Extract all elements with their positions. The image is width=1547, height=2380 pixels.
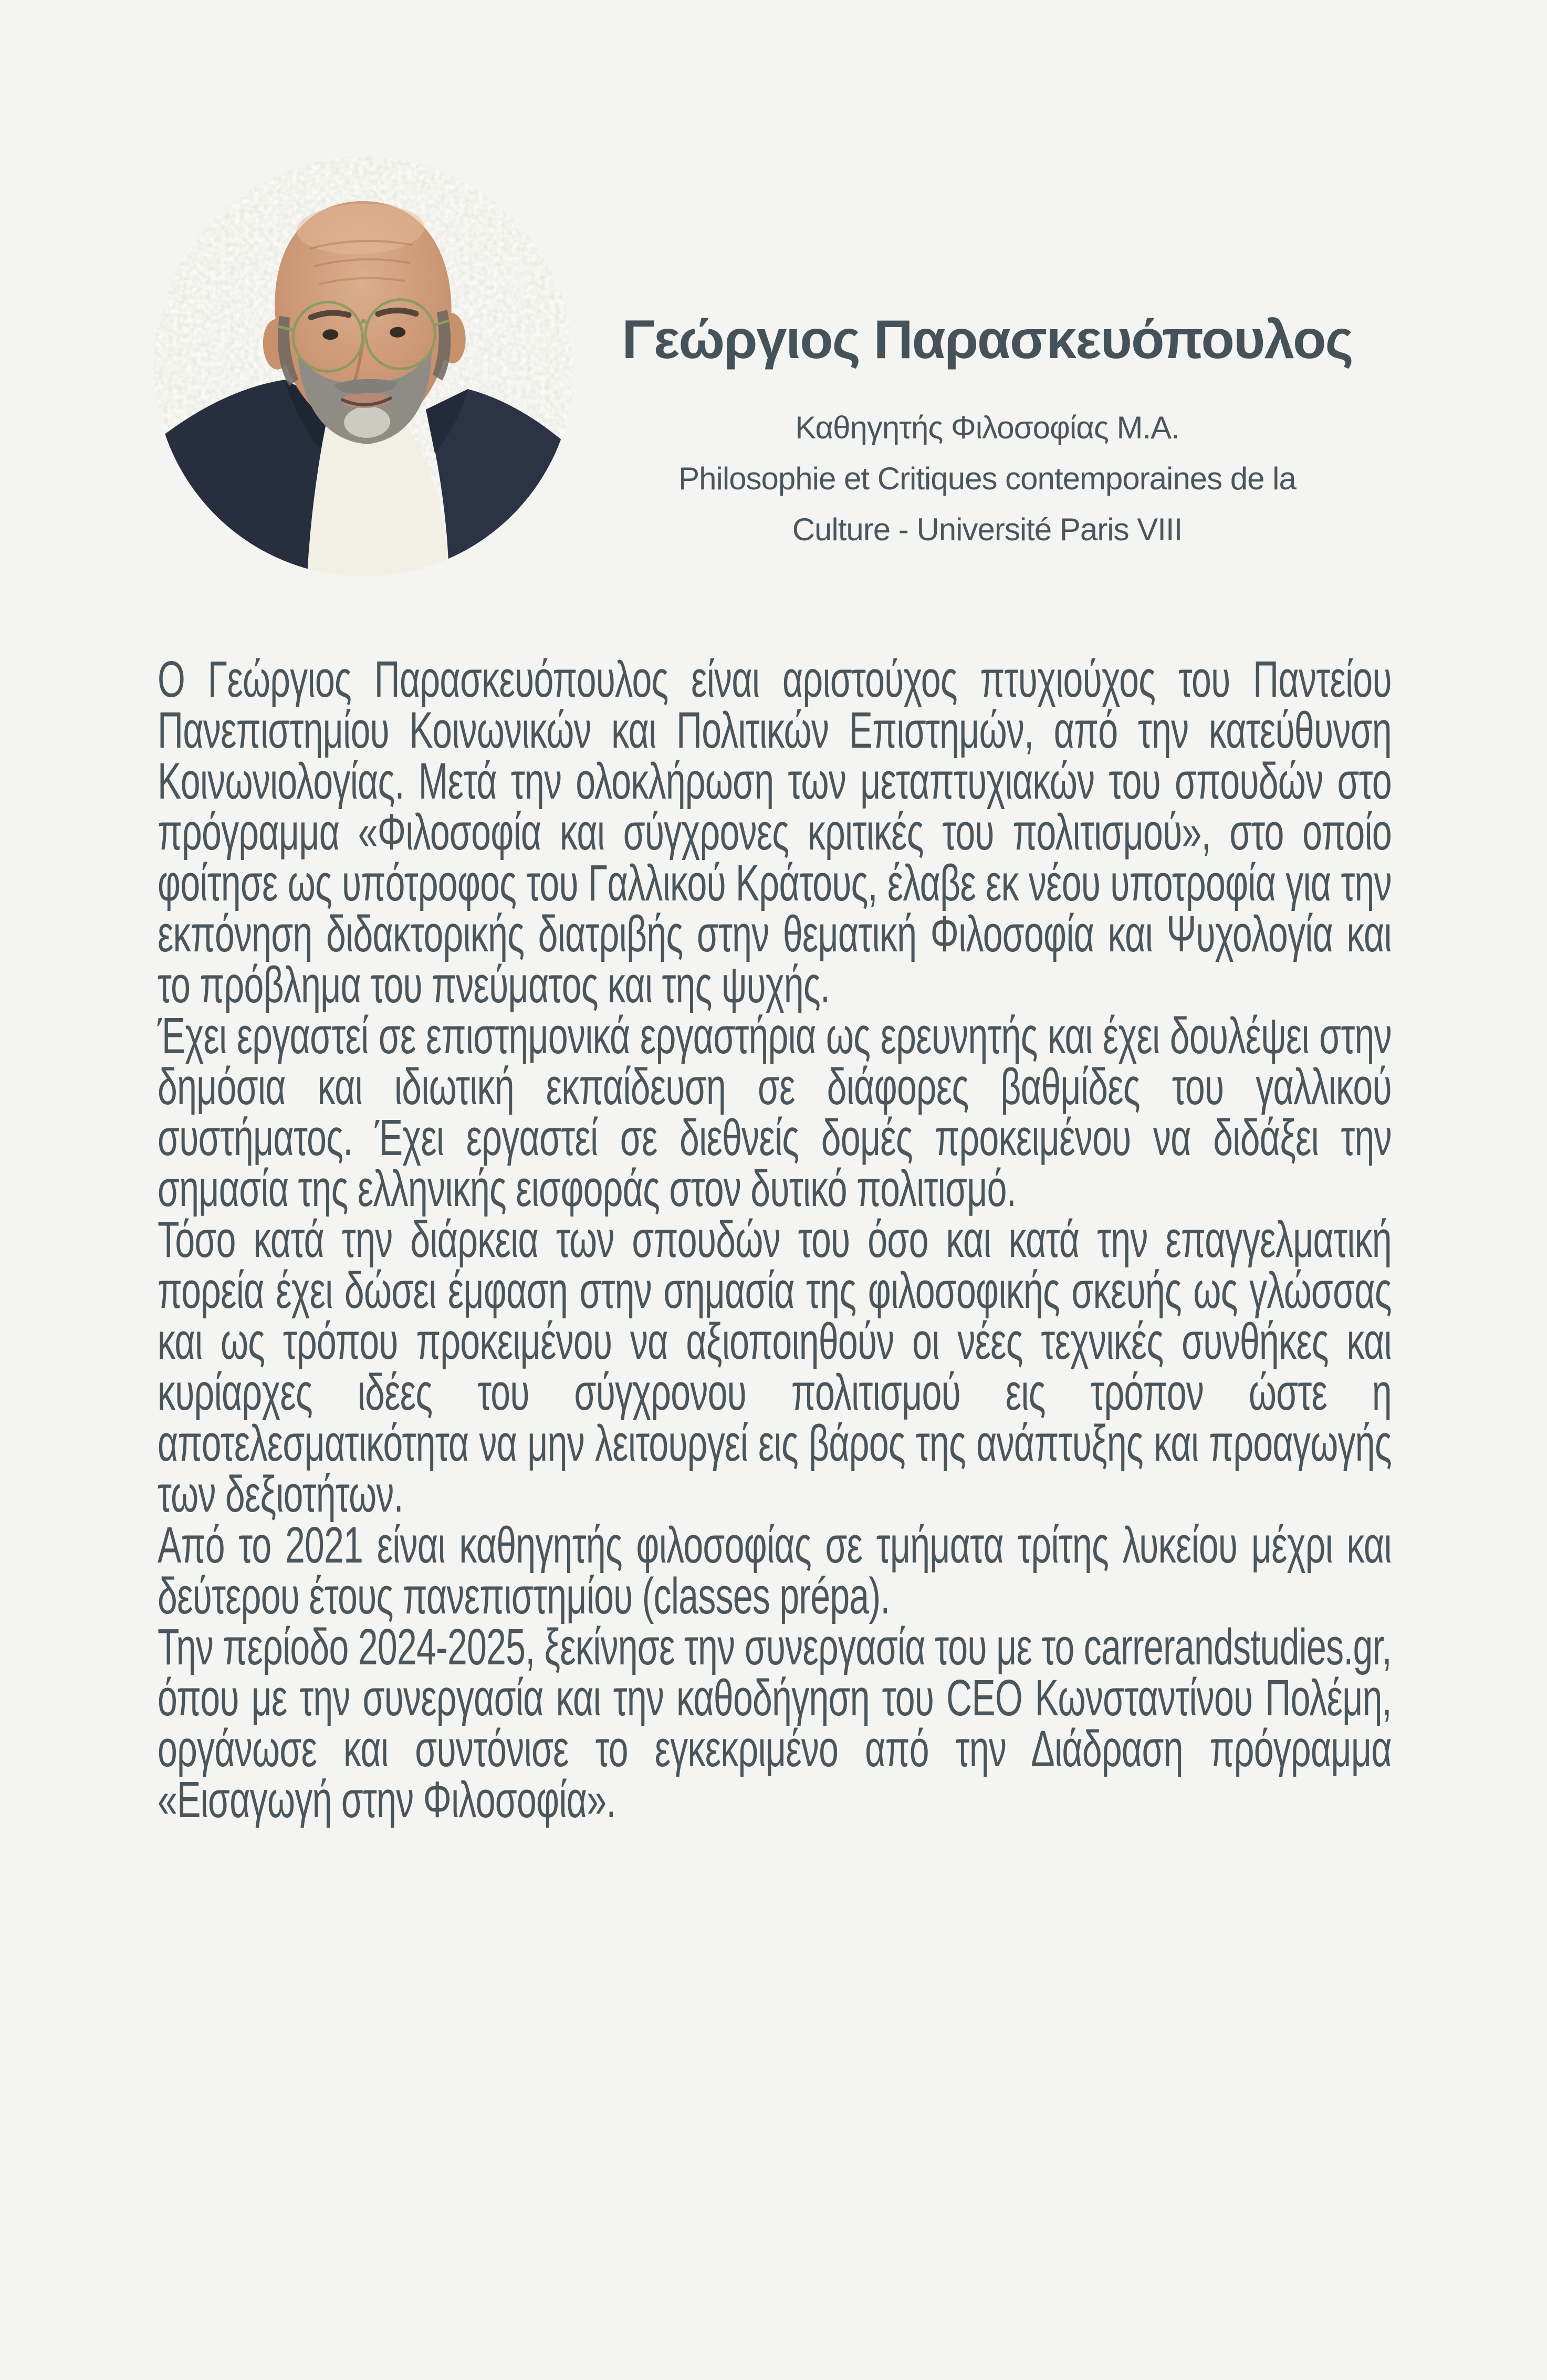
bio-paragraph-collaboration: Την περίοδο 2024-2025, ξεκίνησε την συνεργασία του με το carrerandstudies.gr, όπου με την συνεργασία και την καθοδήγηση του CEO Κωνσταντίνου Πολέμη, οργάνωσε και συντόνισε το εγκεκριμένο από την Διάδραση πρόγραμμα «Εισαγωγή στην Φιλοσοφία».: [158, 1618, 1392, 1828]
bio-paragraph-studies: Ο Γεώργιος Παρασκευόπουλος είναι αριστούχος πτυχιούχος του Παντείου Πανεπιστημίου Κοινωνικών και Πολιτικών Επιστημών, από την κατεύθυνση Κοινωνιολογίας. Μετά την ολοκλήρωση των μεταπτυχιακών του σπουδών στο πρόγραμμα «Φιλοσοφία και σύγχρονες κριτικές του πολιτισμού», στο οποίο φοίτησε ως υπότροφος του Γαλλικού Κράτους, έλαβε εκ νέου υποτροφία για την εκπόνηση διδακτορικής διατριβής στην θεματική Φιλοσοφία και Ψυχολογία και το πρόβλημα του πνεύματος και της ψυχής.: [158, 651, 1392, 1013]
person-portrait-illustration: [154, 156, 574, 576]
subtitle-line-program: Philosophie et Critiques contemporaines de la: [678, 461, 1296, 496]
biography-section: [158, 651, 1392, 1828]
bio-paragraph-teaching-since-2021: Από το 2021 είναι καθηγητής φιλοσοφίας σε τμήματα τρίτης λυκείου μέχρι και δεύτερου έτους πανεπιστημίου (classes prépa).: [158, 1516, 1392, 1624]
subtitle-line-university: Culture - Université Paris VIII: [792, 512, 1183, 547]
subtitle-line-role: Καθηγητής Φιλοσοφίας M.A.: [795, 410, 1179, 445]
profile-photo: [154, 156, 574, 576]
biography-text: [158, 651, 1392, 1828]
page-title: Γεώργιος Παρασκευόπουλος: [622, 309, 1353, 370]
profile-subtitle: [583, 402, 1392, 555]
bio-paragraph-philosophy-emphasis: Τόσο κατά την διάρκεια των σπουδών του όσο και κατά την επαγγελματική πορεία έχει δώσει έμφαση στην σημασία της φιλοσοφικής σκευής ως γλώσσας και ως τρόπου προκειμένου να αξιοποιηθούν οι νέες τεχνικές συνθήκες και κυρίαρχες ιδέες του σύγχρονου πολιτισμού εις τρόπον ώστε η αποτελεσματικότητα να μην λειτουργεί εις βάρος της ανάπτυξης και προαγωγής των δεξιοτήτων.: [158, 1211, 1392, 1523]
bio-paragraph-work-experience: Έχει εργαστεί σε επιστημονικά εργαστήρια ως ερευνητής και έχει δουλέψει στην δημόσια και ιδιωτική εκπαίδευση σε διάφορες βαθμίδες του γαλλικού συστήματος. Έχει εργαστεί σε διεθνείς δομές προκειμένου να διδάξει την σημασία της ελληνικής εισφοράς στον δυτικό πολιτισμό.: [158, 1007, 1392, 1217]
